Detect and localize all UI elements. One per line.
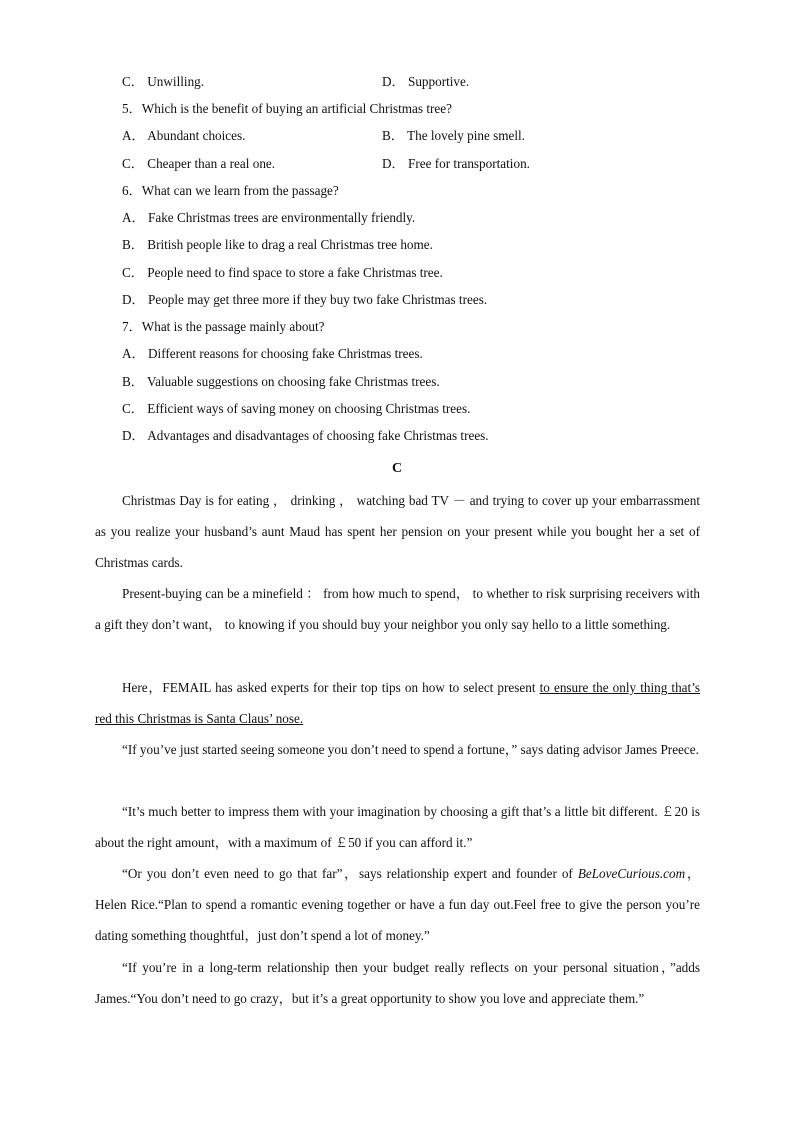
passage-paragraph-2 [95,578,700,640]
passage-paragraph-5 [95,796,700,858]
paragraph-4-text: “If you’ve just started seeing someone you don’t need to spend a fortune，” says dating advisor James Preece. [122,742,699,757]
q5-option-a: A． Abundant choices. [122,128,246,143]
paragraph-6-text-cont: ，Helen Rice.“Plan to spend a romantic evening together or have a fun day out.Feel free to give the person you’re dating something thoughtful，just don’t spend a lot of money.” [95,866,701,944]
q7-option-a: A． Different reasons for choosing fake Christmas trees. [122,346,423,361]
q5-stem: 5．Which is the benefit of buying an artificial Christmas tree? [122,101,452,116]
q7-option-d: D． Advantages and disadvantages of choosing fake Christmas trees. [122,428,489,443]
q5-option-c: C． Cheaper than a real one. [122,156,276,171]
passage-paragraph-1 [95,485,700,579]
q4-option-d: D． Supportive. [382,74,470,89]
q6-option-b: B． British people like to drag a real Christmas tree home. [122,237,433,252]
paragraph-6-text: “Or you don’t even need to go that far”，says relationship expert and founder of [122,866,578,881]
passage-paragraph-7 [95,952,700,1014]
paragraph-2-text: Present-buying can be a minefield ： from how much to spend， to whether to risk surprising receivers with a gift they don’t want， to knowing if you should buy your neighbor you only say hello to a little something. [95,586,700,633]
q5-option-b: B． The lovely pine smell. [382,128,525,143]
q7-option-b: B． Valuable suggestions on choosing fake Christmas trees. [122,374,440,389]
passage-paragraph-3 [95,672,700,734]
section-heading: C [391,461,403,476]
paragraph-1-text: Christmas Day is for eating ， drinking ， watching bad TV － and trying to cover up your embarrassment as you realize your husband’s aunt Maud has spent her pension on your present while you bought her a set of Christmas cards. [95,493,700,571]
paragraph-5-text: “It’s much better to impress them with your imagination by choosing a gift that’s a little bit different. ￡20 is about the right amount，with a maximum of ￡50 if you can afford it.” [95,804,700,851]
q6-option-c: C． People need to find space to store a fake Christmas tree. [122,265,443,280]
underlined-phrase: to ensure the only thing that’s red this Christmas is Santa Claus’ nose. [95,680,700,727]
q7-stem: 7．What is the passage mainly about? [122,319,325,334]
q6-option-d: D． People may get three more if they buy two fake Christmas trees. [122,292,488,307]
passage-paragraph-6 [95,858,700,952]
q7-option-c: C． Efficient ways of saving money on choosing Christmas trees. [122,401,471,416]
q6-stem: 6．What can we learn from the passage? [122,183,339,198]
paragraph-3-text: Here，FEMAIL has asked experts for their top tips on how to select present [122,680,540,695]
passage-paragraph-4 [95,734,700,765]
paragraph-7-text: “If you’re in a long-term relationship then your budget really reflects on your personal situation，”adds James.“You don’t need to go crazy，but it’s a great opportunity to show you love and appreciate them.” [95,960,700,1007]
q6-option-a: A． Fake Christmas trees are environmentally friendly. [122,210,416,225]
q5-option-d: D． Free for transportation. [382,156,530,171]
website-name: BeLoveCurious.com [577,866,686,881]
q4-option-c: C． Unwilling. [122,74,205,89]
